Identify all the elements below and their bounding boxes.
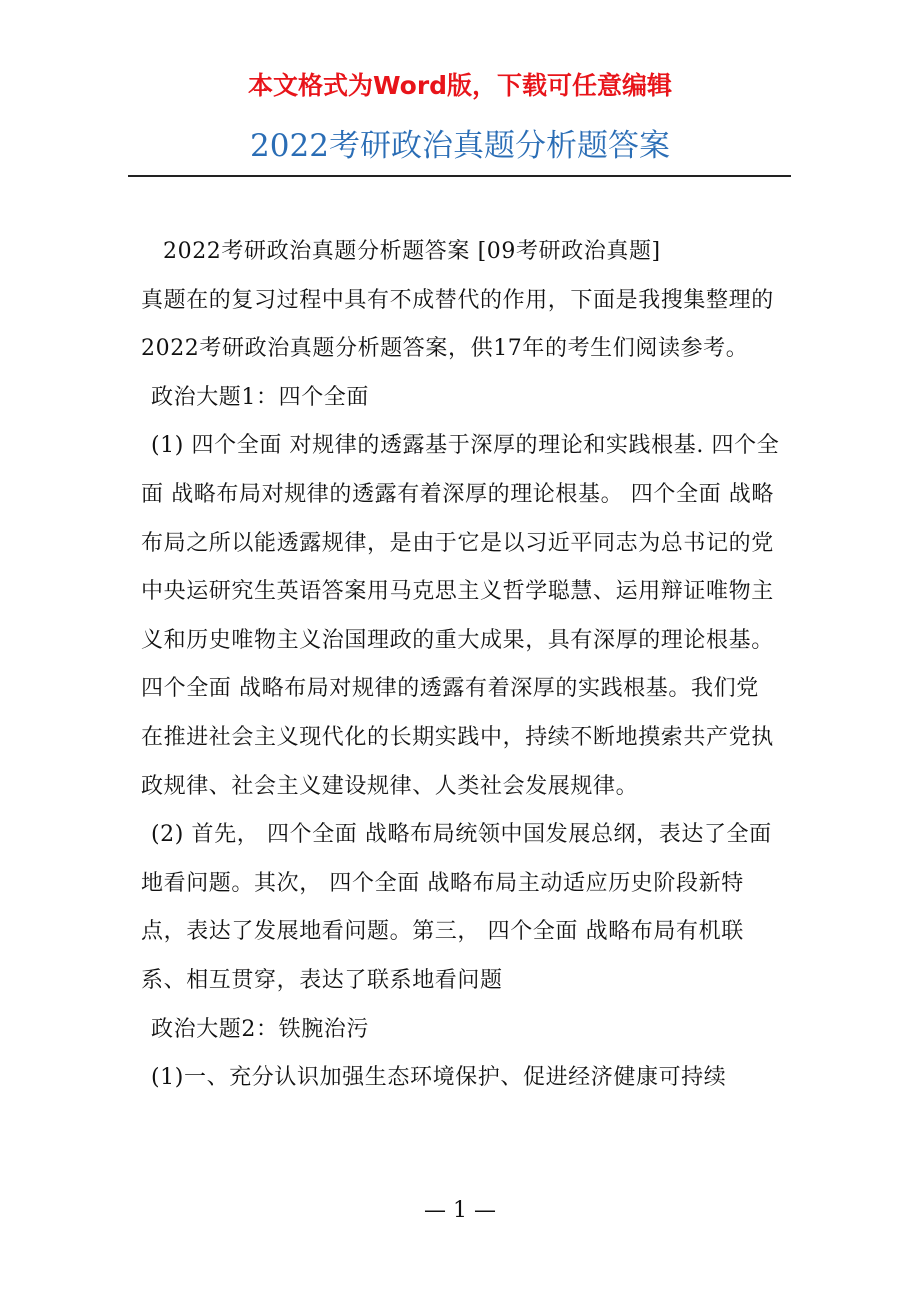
page-number: — 1 —	[424, 1198, 496, 1223]
paragraph-q1-part1: (1) 四个全面 对规律的透露基于深厚的理论和实践根基. 四个全面 战略布局对规律的透露有着深厚的理论根基。 四个全面 战略布局之所以能透露规律，是由于它是以习近平同志为总书记的党中央运研究生英语答案用马克思主义哲学聪慧、运用辩证唯物主义和历史唯物主义治国理政的重大成果，具有深厚的理论根基。 四个全面 战略布局对规律的透露有着深厚的实践根基。我们党在推进社会主义现代化的长期实践中，持续不断地摸索共产党执政规律、社会主义建设规律、人类社会发展规律。	[141, 433, 780, 799]
paragraph-intro: 真题在的复习过程中具有不成替代的作用，下面是我搜集整理的2022考研政治真题分析题答案，供17年的考生们阅读参考。	[141, 287, 774, 362]
paragraph-q1-part2: (2) 首先， 四个全面 战略布局统领中国发展总纲，表达了全面地看问题。其次， 四个全面 战略布局主动适应历史阶段新特点，表达了发展地看问题。第三， 四个全面 战略布局有机联系、相互贯穿，表达了联系地看问题	[141, 822, 772, 993]
section-heading-2: 政治大题2：铁腕治污	[151, 1016, 369, 1042]
paragraph-subtitle: 2022考研政治真题分析题答案 [09考研政治真题]	[163, 239, 661, 264]
format-notice: 本文格式为Word版，下载可任意编辑	[247, 71, 673, 100]
document-body	[141, 228, 781, 1103]
paragraph-q2-part1: (1)一、充分认识加强生态环境保护、促进经济健康可持续	[151, 1065, 727, 1091]
section-heading-1: 政治大题1：四个全面	[151, 384, 369, 410]
document-title: 2022考研政治真题分析题答案	[250, 128, 670, 164]
title-divider	[128, 175, 791, 177]
